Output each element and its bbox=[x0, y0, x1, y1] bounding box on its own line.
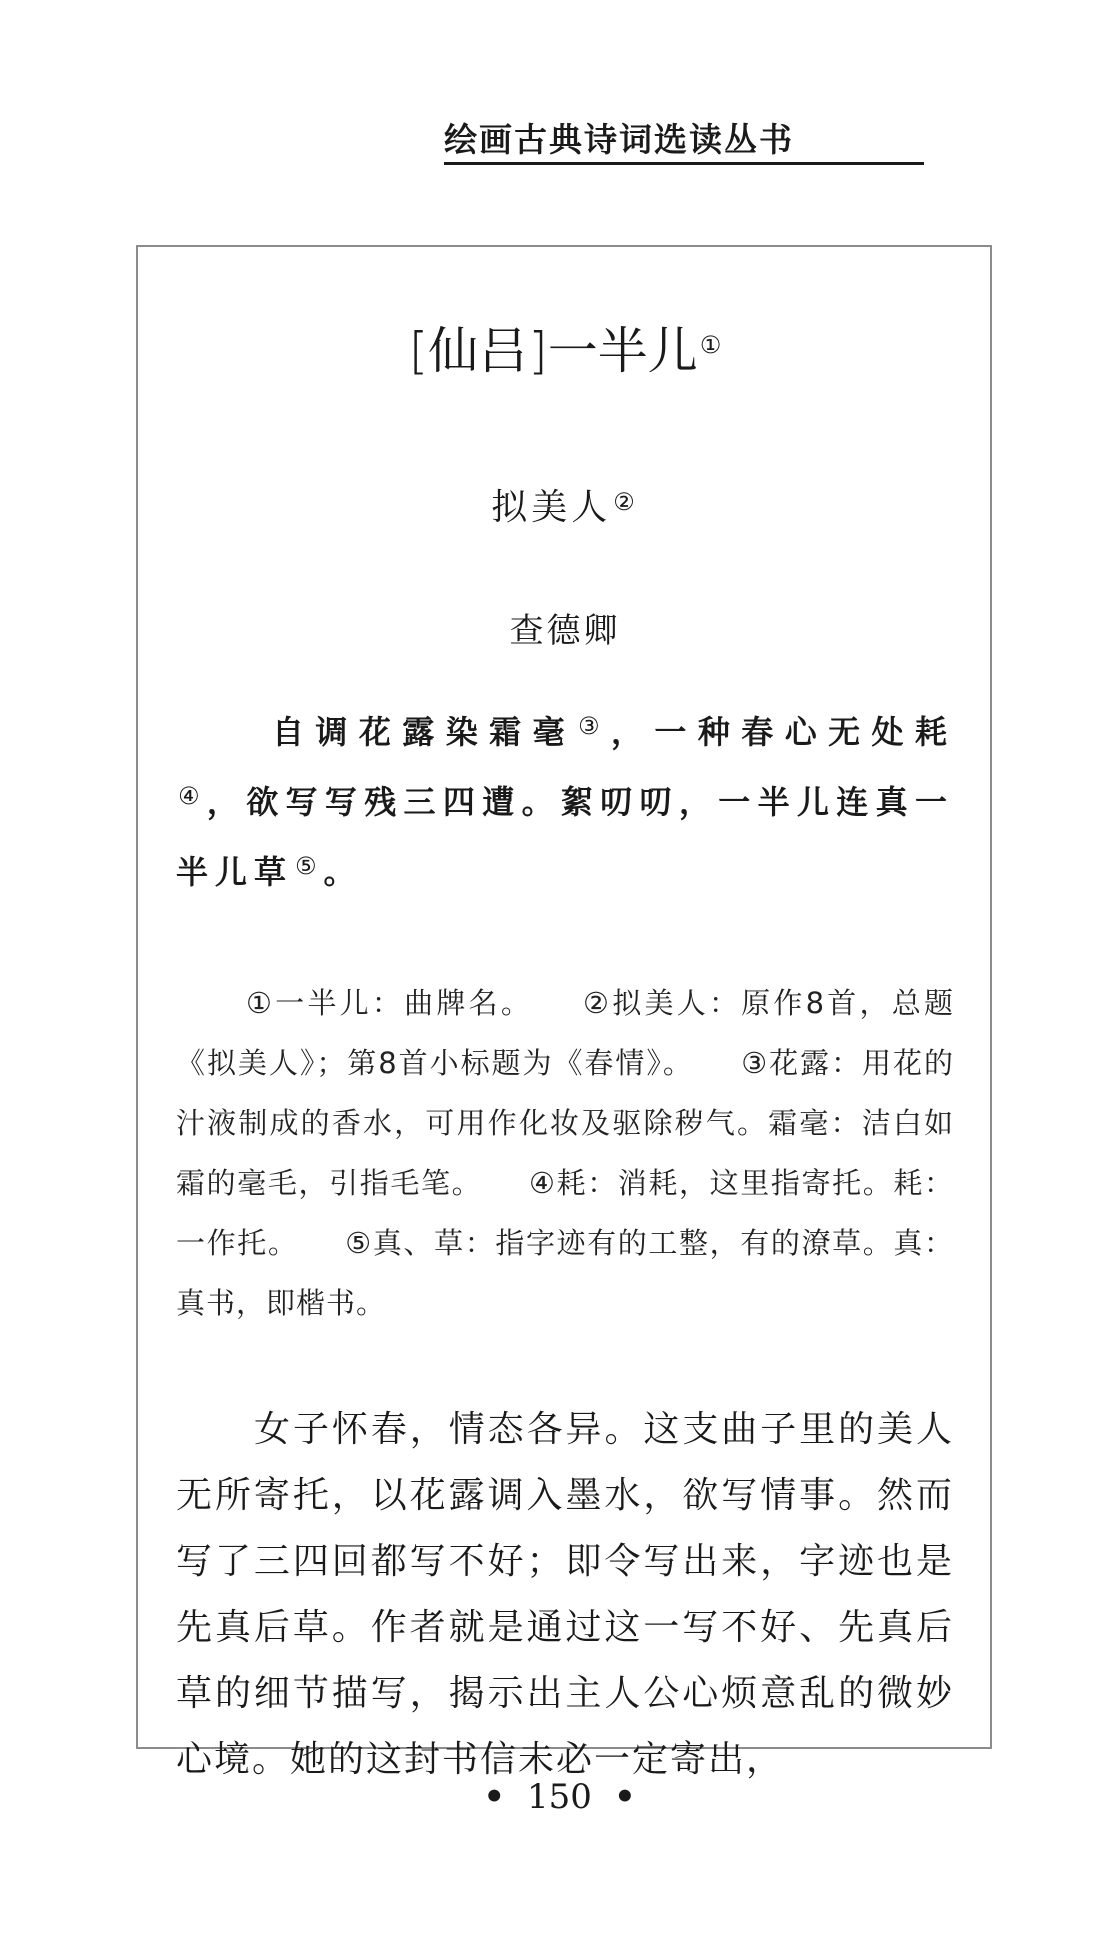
footnote-marker: ⑤ bbox=[295, 852, 324, 880]
footnote-marker: ① bbox=[699, 331, 722, 359]
poem-text bbox=[176, 697, 954, 907]
author-name: 查德卿 bbox=[509, 611, 621, 651]
footnotes bbox=[176, 973, 954, 1333]
poem-segment: 。 bbox=[323, 853, 363, 891]
qupai-title bbox=[176, 321, 954, 381]
commentary-paragraph: 女子怀春，情态各异。这支曲子里的美人无所寄托，以花露调入墨水，欲写情事。然而写了三四回都写不好；即令写出来，字迹也是先真后草。作者就是通过这一写不好、先真后草的细节描写，揭示出主人公心烦意乱的微妙心境。她的这封书信未必一定寄出， bbox=[176, 1409, 954, 1780]
footnote-item: ②拟美人：原作8首，总题《拟美人》；第8首小标题为《春情》。 bbox=[176, 986, 954, 1080]
poem-segment: ，欲写写残三四遭。絮叨叨，一半儿连真一半儿草 bbox=[176, 783, 954, 891]
footnote-marker: ② bbox=[613, 488, 639, 516]
footnote-marker: ③ bbox=[578, 712, 611, 740]
bullet-right: • bbox=[613, 1777, 636, 1817]
footnote-marker: ④ bbox=[178, 782, 207, 810]
content-frame bbox=[136, 245, 992, 1780]
footnote-item: ⑤真、草：指字迹有的工整，有的潦草。真：真书，即楷书。 bbox=[176, 1226, 954, 1320]
page-footer bbox=[0, 1775, 1119, 1819]
footnote-item: ③花露：用花的汁液制成的香水，可用作化妆及驱除秽气。霜毫：洁白如霜的毫毛，引指毛笔。 bbox=[176, 1046, 954, 1200]
poem-title bbox=[176, 485, 954, 531]
series-title: 绘画古典诗词选读丛书 bbox=[444, 118, 924, 165]
poem-segment: ，一种春心无处耗 bbox=[610, 713, 954, 751]
poem-segment: 自调花露染霜毫 bbox=[272, 713, 577, 751]
bullet-left: • bbox=[483, 1777, 506, 1817]
qupai-title-text: [仙吕]一半儿 bbox=[408, 322, 698, 380]
poem-title-text: 拟美人 bbox=[491, 487, 612, 528]
footnote-item: ①一半儿：曲牌名。 bbox=[246, 986, 519, 1020]
page-number: 150 bbox=[527, 1777, 592, 1817]
footnote-item: ④耗：消耗，这里指寄托。耗：一作托。 bbox=[176, 1166, 954, 1260]
